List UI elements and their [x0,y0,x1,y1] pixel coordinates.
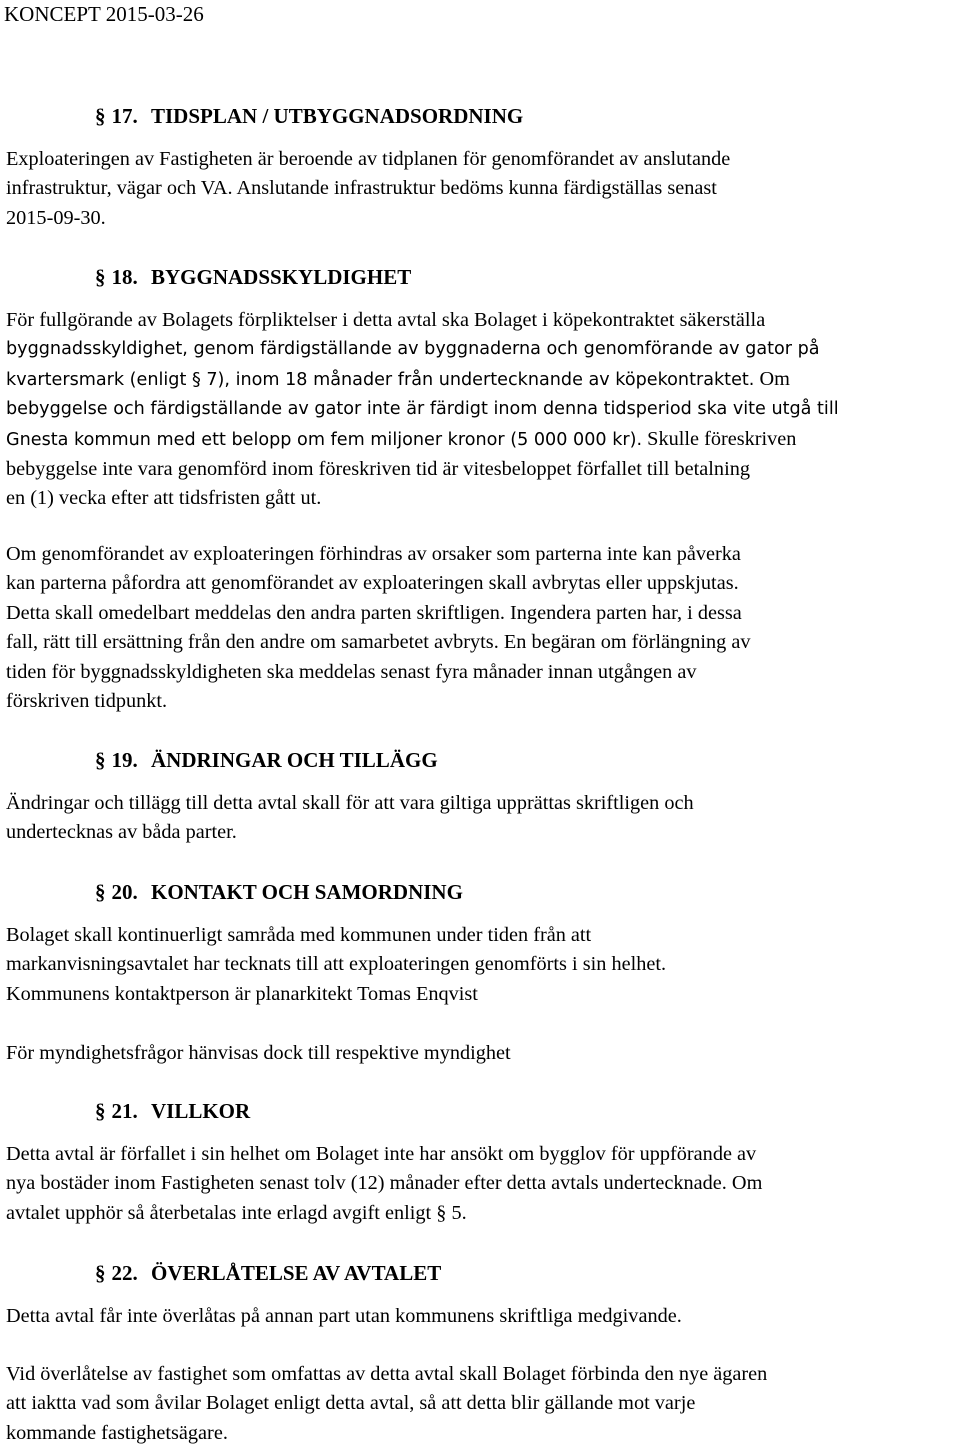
text-line: bebyggelse inte vara genomförd inom föreskriven tid är vitesbeloppet förfallet till betalning [6,458,750,481]
paragraph-symbol: § [95,1099,106,1123]
text-line: tiden för byggnadsskyldigheten ska meddelas senast fyra månader innan utgången av [6,660,697,683]
section-title: KONTAKT OCH SAMORDNING [151,880,463,904]
paragraph-symbol: § [95,748,106,772]
text-line: Detta avtal får inte överlåtas på annan part utan kommunens skriftliga medgivande. [6,1305,682,1327]
section-22-paragraph-2 [6,1360,958,1448]
section-20-paragraph-2 [6,1039,958,1068]
text-line: Bolaget skall kontinuerligt samråda med kommunen under tiden från att [6,924,592,946]
section-19-paragraph-1 [6,789,958,848]
section-18-heading [95,264,411,290]
text-line: Om genomförandet av exploateringen förhindras av orsaker som parterna inte kan påverka [6,543,741,565]
text-line: undertecknas av båda parter. [6,821,237,844]
text-line: kommande fastighetsägare. [6,1421,228,1444]
section-22-paragraph-1 [6,1302,958,1331]
text-line: nya bostäder inom Fastigheten senast tolv (12) månader efter detta avtals undertecknade. Om [6,1172,763,1195]
text-line: fall, rätt till ersättning från den andre om samarbetet avbryts. En begäran om förlängning av [6,631,751,654]
section-21-paragraph-1 [6,1140,958,1228]
text-line: Gnesta kommun med ett belopp om fem miljoner kronor (5 000 000 kr). Skulle föreskriven [6,427,797,450]
paragraph-symbol: § [95,104,106,128]
text-line: Kommunens kontaktperson är planarkitekt Tomas Enqvist [6,982,478,1005]
section-18-paragraph-2 [6,540,958,716]
section-19-heading [95,747,438,773]
text-line: byggnadsskyldighet, genom färdigställande av byggnaderna och genomförande av gator på [6,339,820,360]
text-line: För fullgörande av Bolagets förpliktelser i detta avtal ska Bolaget i köpekontraktet säkerställa [6,309,766,331]
section-number: 17. [111,104,138,128]
text-line: infrastruktur, vägar och VA. Anslutande infrastruktur bedöms kunna färdigställas senast [6,177,717,200]
section-21-heading [95,1098,250,1124]
section-title: ÄNDRINGAR OCH TILLÄGG [151,748,438,772]
paragraph-symbol: § [95,1261,106,1285]
text-line: kan parterna påfordra att genomförandet av exploateringen skall avbrytas eller uppskjutas. [6,572,739,595]
text-line: Vid överlåtelse av fastighet som omfattas av detta avtal skall Bolaget förbinda den nye ägaren [6,1363,768,1385]
text-line: kvartersmark (enligt § 7), inom 18 månader från undertecknande av köpekontraktet. Om [6,367,790,390]
section-title: ÖVERLÅTELSE AV AVTALET [151,1261,442,1285]
section-18-paragraph-1 [6,306,958,514]
text-line: Detta skall omedelbart meddelas den andra parten skriftligen. Ingendera parten har, i dessa [6,601,742,624]
section-22-heading [95,1260,441,1286]
section-20-paragraph-1 [6,921,958,1009]
text-line: en (1) vecka efter att tidsfristen gått ut. [6,487,322,510]
text-line: För myndighetsfrågor hänvisas dock till respektive myndighet [6,1042,511,1064]
section-17-paragraph-1 [6,145,958,233]
section-number: 20. [111,880,138,904]
text-line: att iaktta vad som åvilar Bolaget enligt detta avtal, så att detta blir gällande mot varje [6,1392,696,1415]
section-20-heading [95,879,463,905]
section-title: VILLKOR [151,1099,251,1123]
section-title: BYGGNADSSKYLDIGHET [151,265,412,289]
paragraph-symbol: § [95,880,106,904]
text-line: förskriven tidpunkt. [6,690,168,713]
section-number: 19. [111,748,138,772]
draft-header: KONCEPT 2015-03-26 [4,2,204,26]
section-17-heading [95,103,523,129]
text-line: Ändringar och tillägg till detta avtal skall för att vara giltiga upprättas skriftligen och [6,792,694,814]
text-line: markanvisningsavtalet har tecknats till att exploateringen genomförts i sin helhet. [6,953,667,976]
section-number: 18. [111,265,138,289]
text-line: Exploateringen av Fastigheten är beroende av tidplanen för genomförandet av anslutande [6,148,731,170]
section-number: 22. [111,1261,138,1285]
text-line: 2015-09-30. [6,206,106,229]
section-title: TIDSPLAN / UTBYGGNADSORDNING [151,104,524,128]
paragraph-symbol: § [95,265,106,289]
text-line: Detta avtal är förfallet i sin helhet om Bolaget inte har ansökt om bygglov för uppförande av [6,1143,757,1165]
text-line: avtalet upphör så återbetalas inte erlagd avgift enligt § 5. [6,1201,467,1224]
section-number: 21. [111,1099,138,1123]
text-line: bebyggelse och färdigställande av gator inte är färdigt inom denna tidsperiod ska vite utgå till [6,399,839,420]
